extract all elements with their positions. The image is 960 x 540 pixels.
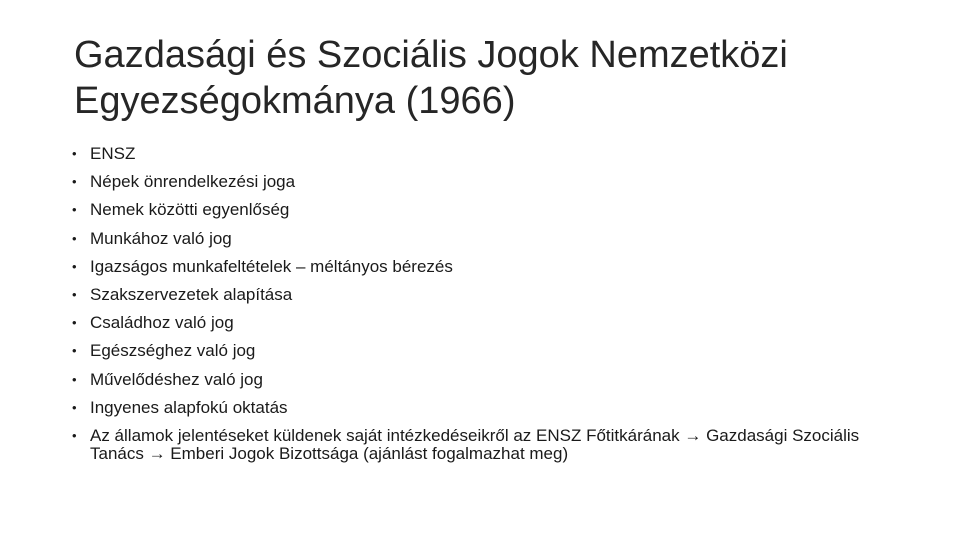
list-item xyxy=(72,371,912,390)
list-item xyxy=(72,314,912,333)
bullet-icon: • xyxy=(72,315,77,331)
slide-title: Gazdasági és Szociális Jogok Nemzetközi Egyezségokmánya (1966) xyxy=(74,34,788,122)
bullet-icon: • xyxy=(72,371,77,387)
bullet-text: Szakszervezetek alapítása xyxy=(90,284,293,304)
bullet-icon: • xyxy=(72,427,77,443)
bullet-text: Nemek közötti egyenlőség xyxy=(90,200,290,220)
bullet-icon: • xyxy=(72,146,77,161)
bullet-icon: • xyxy=(72,174,77,190)
bullet-text: Családhoz való jog xyxy=(90,313,234,333)
bullet-icon: • xyxy=(72,343,77,359)
list-item xyxy=(72,427,912,464)
bullet-text: Munkához való jog xyxy=(90,228,232,248)
bullet-text: Az államok jelentéseket küldenek saját intézkedéseikről az ENSZ Főtitkárának → Gazdasági Szociális Tanács → Emberi Jogok Bizottsága (ajánlást fogalmazhat meg) xyxy=(90,425,860,464)
bullet-text: ENSZ xyxy=(90,144,136,163)
list-item xyxy=(72,173,912,192)
list-item xyxy=(72,145,912,164)
list-item xyxy=(72,342,912,361)
list-item xyxy=(72,201,912,220)
bullet-text: Népek önrendelkezési joga xyxy=(90,172,296,192)
bullet-icon: • xyxy=(72,202,77,218)
bullet-icon: • xyxy=(72,258,77,274)
bullet-icon: • xyxy=(72,230,77,246)
bullet-icon: • xyxy=(72,399,77,415)
bullet-text: Ingyenes alapfokú oktatás xyxy=(90,397,288,417)
list-item xyxy=(72,230,912,249)
list-item xyxy=(72,286,912,305)
bullet-text: Igazságos munkafeltételek – méltányos bérezés xyxy=(90,256,453,276)
list-item xyxy=(72,258,912,277)
bullet-text: Művelődéshez való jog xyxy=(90,369,263,389)
bullet-list xyxy=(72,145,912,464)
list-item xyxy=(72,399,912,418)
bullet-text: Egészséghez való jog xyxy=(90,341,256,361)
bullet-icon: • xyxy=(72,286,77,302)
